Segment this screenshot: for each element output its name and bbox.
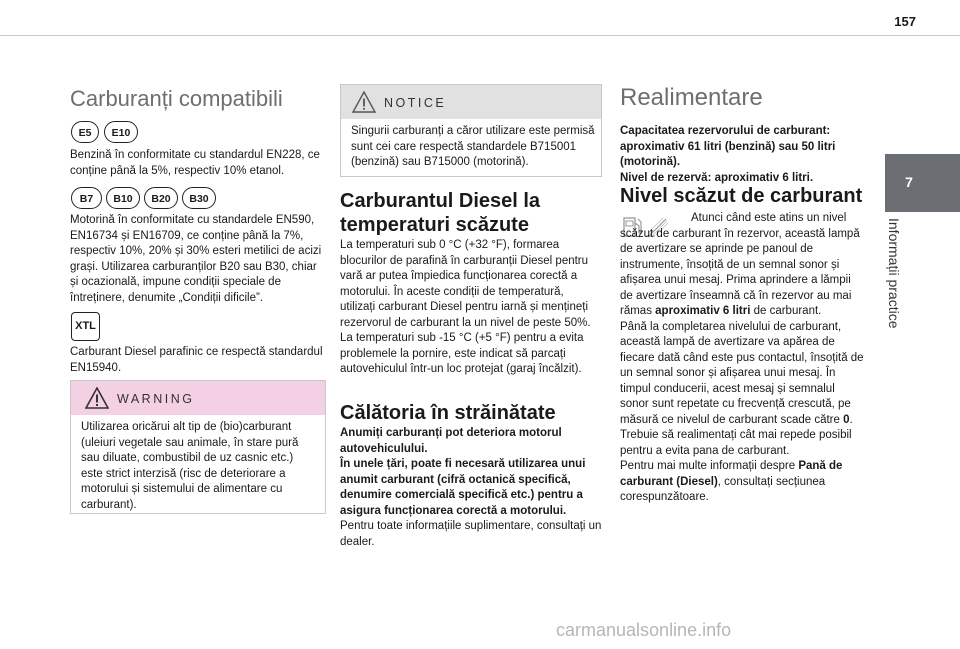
fuel-badge-b30: B30: [182, 187, 216, 209]
warning-text: Utilizarea oricărui alt tip de (bio)carburant (uleiuri vegetale sau animale, în stare pură sau diluate, combustibil de uz casnic etc.) este strict interzisă (risc de deteriorare a motorului și sistemului de alimentare cu carburant).: [81, 421, 299, 511]
section-title-diesel-cold: Carburantul Diesel la temperaturi scăzute: [340, 190, 541, 236]
text-low-fuel: Atunci când este atins un nivel scăzut de carburant în rezervor, această lampă de avertizare se aprinde pe panoul de instrumente, însoțită de un semnal sonor și afișarea unui mesaj. Prima aprindere a lămpii de avertizare înseamnă că în rezervor au mai rămas aproximativ 6 litri de carburant. Până la completarea nivelului de carburant, această lampă de avertizare va apărea de fiecare dată când este pus contactul, însoțită de un semnal sonor și afișarea unui mesaj. În timpul conducerii, acest mesaj și semnalul sonor sunt repetate cu frecvență crescută, pe măsură ce nivelul de carburant scade către 0. Trebuie să realimentați cât mai repede posibil pentru a evita pana de carburant. Pentru mai multe informații despre Pană de carburant (Diesel), consultați secțiunea corespunzătoare.: [620, 212, 864, 503]
notice-header: [341, 85, 601, 119]
fuel-badge-e10: E10: [104, 121, 138, 143]
fuel-badge-e5: E5: [71, 121, 99, 143]
watermark: carmanualsonline.info: [556, 620, 732, 640]
link-fuel-breakdown[interactable]: Pană de carburant (Diesel): [620, 460, 843, 488]
header-divider: [0, 35, 960, 36]
text-diesel-standard: Motorină în conformitate cu standardele EN590, EN16734 și EN16709, ce conține până la 7%, respectiv 10%, 20% și 30% esteri metilici de acizi grași. Utilizarea carburanților B20 sau B30, chiar și ocazională, impune condiții speciale de întreținere, denumite „Condiții dificile”.: [70, 214, 322, 304]
text-tank-capacity: Capacitatea rezervorului de carburant: aproximativ 61 litri (benzină) sau 50 litri (motorină). Nivel de rezervă: aproximativ 6 litri.: [620, 125, 836, 184]
chapter-tab[interactable]: [885, 154, 960, 212]
warning-title: WARNING: [117, 392, 195, 406]
section-title-travel-abroad: Călătoria în străinătate: [340, 402, 556, 424]
notice-text: Singurii carburanți a căror utilizare este permisă sunt cei care respectă standardele B715001 (benzină) sau B715000 (motorină).: [351, 125, 595, 168]
text-diesel-cold: La temperaturi sub 0 °C (+32 °F), formarea blocurilor de parafină în carburanții Diesel pentru vară ar putea împiedica funcționarea corectă a motorului. În aceste condiții de temperatură, utilizați carburant Diesel pentru iarnă și mențineți rezervorul de carburant la un nivel de peste 50%. La temperaturi sub -15 °C (+5 °F) pentru a evita problemele la pornire, este indicat să parcați autovehiculul într-un loc protejat (garaj încălzit).: [340, 239, 591, 375]
fuel-badge-b7: B7: [71, 187, 102, 209]
text-xtl-standard: Carburant Diesel parafinic ce respectă standardul EN15940.: [70, 346, 323, 374]
fuel-badge-xtl: XTL: [71, 312, 100, 341]
warning-header: [71, 381, 325, 415]
fuel-badge-b20: B20: [144, 187, 178, 209]
page-number: 157: [894, 14, 916, 29]
section-title-low-fuel: Nivel scăzut de carburant: [620, 185, 863, 207]
chapter-number: 7: [905, 174, 913, 190]
notice-title: NOTICE: [384, 96, 447, 110]
warning-box: [70, 380, 326, 514]
notice-box: [340, 84, 602, 177]
text-petrol-standard: Benzină în conformitate cu standardul EN228, ce conține până la 5%, respectiv 10% etanol.: [70, 149, 320, 177]
section-title-compatible-fuels: Carburanți compatibili: [70, 86, 283, 111]
section-title-refuelling: Realimentare: [620, 84, 763, 111]
chapter-label: Informații practice: [886, 218, 902, 329]
text-travel-abroad: Anumiți carburanți pot deteriora motorul autovehiculului. În unele țări, poate fi necesară utilizarea unui anumit carburant (cifră octanică specifică, denumire comercială specifică etc.) pentru a asigura funcționarea corectă a motorului. Pentru toate informațiile suplimentare, consultați un dealer.: [340, 427, 602, 548]
fuel-badge-b10: B10: [106, 187, 140, 209]
warning-triangle-icon: [85, 387, 109, 409]
notice-triangle-icon: [352, 91, 376, 113]
